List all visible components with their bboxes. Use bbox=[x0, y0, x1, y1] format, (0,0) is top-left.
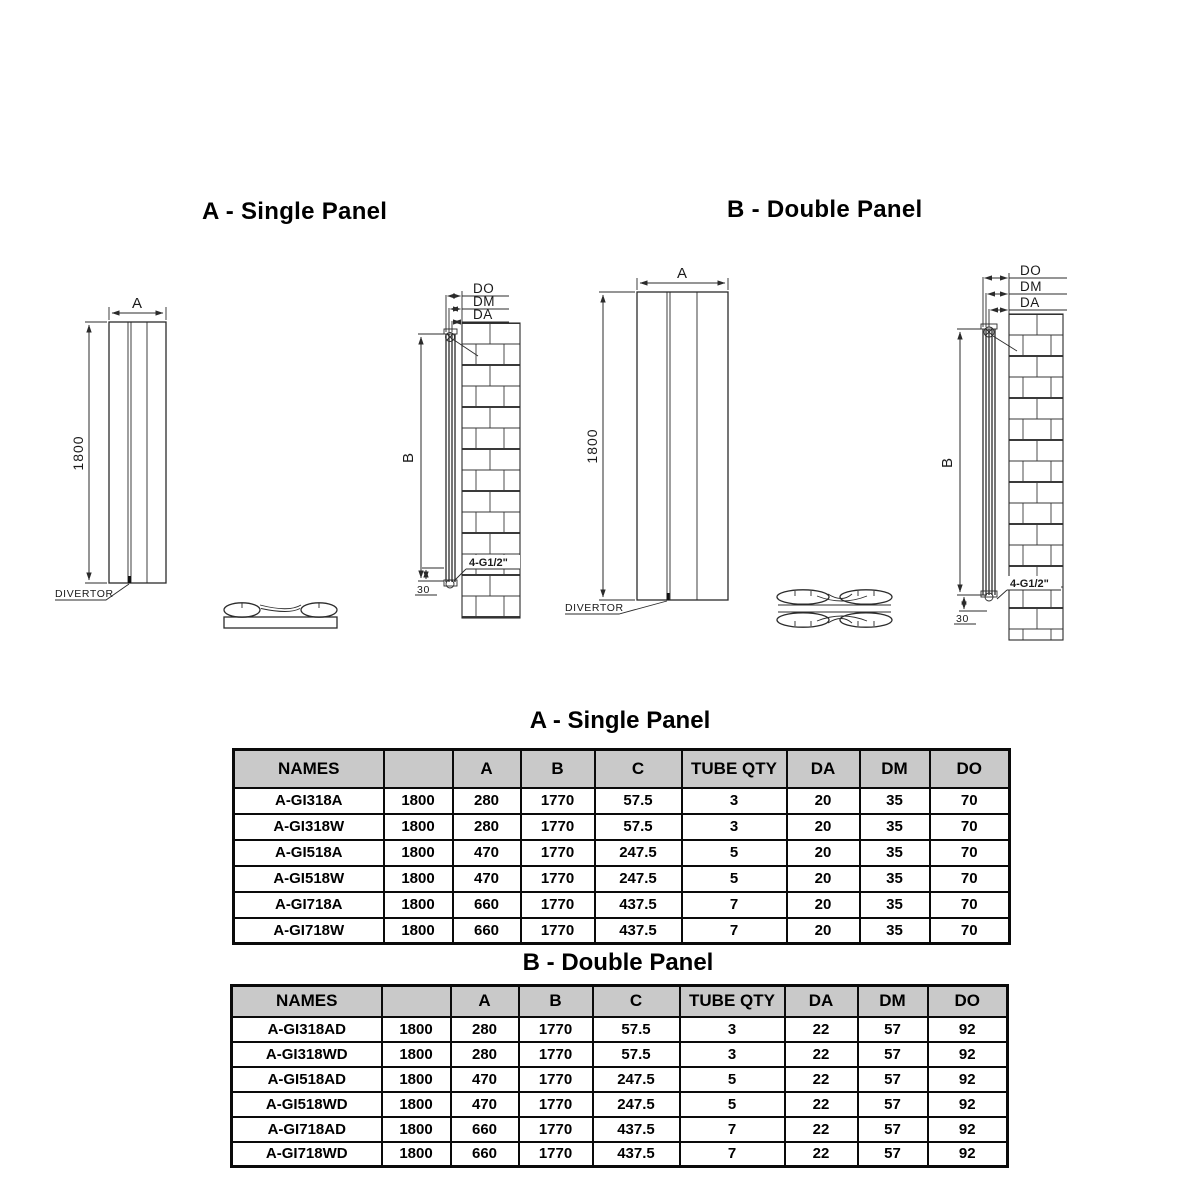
section-title-single-panel: A - Single Panel bbox=[202, 198, 388, 225]
table-header-row bbox=[232, 986, 1008, 1017]
value-cell: 70 bbox=[930, 788, 1010, 814]
width-dim-label: A bbox=[131, 295, 143, 312]
model-name-cell: A-GI518WD bbox=[232, 1092, 382, 1117]
value-cell: 22 bbox=[785, 1017, 858, 1042]
table-row bbox=[232, 1042, 1008, 1067]
double-panel-side-view bbox=[939, 263, 1067, 640]
column-header: NAMES bbox=[232, 986, 382, 1017]
model-name-cell: A-GI318A bbox=[234, 788, 384, 814]
value-cell: 22 bbox=[785, 1142, 858, 1167]
value-cell: 5 bbox=[680, 1092, 785, 1117]
value-cell: 660 bbox=[453, 918, 521, 944]
value-cell: 1800 bbox=[384, 840, 453, 866]
column-header: C bbox=[593, 986, 680, 1017]
wall-section bbox=[462, 323, 520, 618]
double-panel-drawing bbox=[555, 245, 1100, 665]
value-cell: 437.5 bbox=[595, 918, 682, 944]
value-cell: 1770 bbox=[519, 1042, 593, 1067]
bottom-offset-label: 30 bbox=[956, 613, 969, 625]
model-name-cell: A-GI518A bbox=[234, 840, 384, 866]
value-cell: 1770 bbox=[519, 1092, 593, 1117]
value-cell: 35 bbox=[860, 814, 930, 840]
column-header: TUBE QTY bbox=[680, 986, 785, 1017]
value-cell: 57.5 bbox=[595, 788, 682, 814]
width-dim-label: A bbox=[676, 265, 688, 282]
axis-depth-label: DA bbox=[1020, 295, 1040, 310]
value-cell: 35 bbox=[860, 840, 930, 866]
column-header: A bbox=[453, 750, 521, 788]
value-cell: 1770 bbox=[521, 866, 595, 892]
value-cell: 70 bbox=[930, 892, 1010, 918]
value-cell: 247.5 bbox=[593, 1067, 680, 1092]
value-cell: 3 bbox=[682, 814, 787, 840]
value-cell: 1800 bbox=[384, 788, 453, 814]
value-cell: 70 bbox=[930, 840, 1010, 866]
value-cell: 470 bbox=[451, 1067, 519, 1092]
value-cell: 20 bbox=[787, 918, 860, 944]
value-cell: 1770 bbox=[521, 840, 595, 866]
single-panel-front-view bbox=[55, 295, 166, 600]
value-cell: 70 bbox=[930, 866, 1010, 892]
axis-depth-label: DA bbox=[473, 307, 493, 322]
column-header: B bbox=[519, 986, 593, 1017]
column-header: DM bbox=[858, 986, 928, 1017]
value-cell: 35 bbox=[860, 866, 930, 892]
height-dim-label: 1800 bbox=[70, 435, 86, 471]
column-header: DO bbox=[930, 750, 1010, 788]
table-row bbox=[232, 1142, 1008, 1167]
value-cell: 1770 bbox=[521, 814, 595, 840]
value-cell: 660 bbox=[451, 1142, 519, 1167]
model-name-cell: A-GI518AD bbox=[232, 1067, 382, 1092]
table-row bbox=[234, 788, 1010, 814]
single-panel-cross-section bbox=[224, 603, 337, 628]
table-row bbox=[234, 840, 1010, 866]
middle-depth-label: DM bbox=[1020, 279, 1042, 294]
value-cell: 437.5 bbox=[593, 1117, 680, 1142]
value-cell: 7 bbox=[682, 918, 787, 944]
model-name-cell: A-GI318W bbox=[234, 814, 384, 840]
column-header: C bbox=[595, 750, 682, 788]
value-cell: 280 bbox=[453, 814, 521, 840]
value-cell: 437.5 bbox=[593, 1142, 680, 1167]
value-cell: 1800 bbox=[382, 1067, 451, 1092]
wall-section bbox=[1009, 314, 1063, 640]
model-name-cell: A-GI718WD bbox=[232, 1142, 382, 1167]
depth-dim-label: B bbox=[939, 457, 956, 469]
value-cell: 1800 bbox=[382, 1092, 451, 1117]
section-title-double-panel: B - Double Panel bbox=[727, 196, 923, 223]
value-cell: 470 bbox=[453, 866, 521, 892]
value-cell: 1770 bbox=[521, 918, 595, 944]
model-name-cell: A-GI318AD bbox=[232, 1017, 382, 1042]
outer-depth-label: DO bbox=[473, 281, 495, 296]
value-cell: 1770 bbox=[519, 1017, 593, 1042]
value-cell: 660 bbox=[451, 1117, 519, 1142]
single-panel-drawing bbox=[40, 250, 540, 670]
divertor-label: DIVERTOR bbox=[565, 602, 624, 614]
table-body bbox=[234, 788, 1010, 944]
value-cell: 1770 bbox=[521, 892, 595, 918]
height-dim-label: 1800 bbox=[584, 428, 600, 464]
thread-size-label: 4-G1/2" bbox=[1010, 578, 1049, 590]
model-name-cell: A-GI718A bbox=[234, 892, 384, 918]
value-cell: 57 bbox=[858, 1042, 928, 1067]
value-cell: 7 bbox=[680, 1142, 785, 1167]
divertor-label: DIVERTOR bbox=[55, 588, 114, 600]
value-cell: 3 bbox=[682, 788, 787, 814]
value-cell: 20 bbox=[787, 814, 860, 840]
value-cell: 22 bbox=[785, 1042, 858, 1067]
value-cell: 57.5 bbox=[593, 1017, 680, 1042]
table-row bbox=[232, 1067, 1008, 1092]
value-cell: 247.5 bbox=[593, 1092, 680, 1117]
column-header: DA bbox=[785, 986, 858, 1017]
value-cell: 57 bbox=[858, 1117, 928, 1142]
bottom-offset-label: 30 bbox=[417, 584, 430, 596]
value-cell: 57.5 bbox=[595, 814, 682, 840]
column-header: NAMES bbox=[234, 750, 384, 788]
value-cell: 5 bbox=[682, 840, 787, 866]
value-cell: 1770 bbox=[519, 1142, 593, 1167]
column-header: B bbox=[521, 750, 595, 788]
table-title-double-panel: B - Double Panel bbox=[522, 949, 714, 976]
table-title-single-panel: A - Single Panel bbox=[529, 707, 711, 734]
value-cell: 57.5 bbox=[593, 1042, 680, 1067]
value-cell: 5 bbox=[682, 866, 787, 892]
value-cell: 57 bbox=[858, 1092, 928, 1117]
value-cell: 1770 bbox=[519, 1067, 593, 1092]
column-header: TUBE QTY bbox=[682, 750, 787, 788]
value-cell: 470 bbox=[451, 1092, 519, 1117]
value-cell: 660 bbox=[453, 892, 521, 918]
value-cell: 92 bbox=[928, 1067, 1008, 1092]
value-cell: 20 bbox=[787, 892, 860, 918]
value-cell: 57 bbox=[858, 1017, 928, 1042]
double-panel-front-view bbox=[565, 265, 728, 614]
value-cell: 1800 bbox=[382, 1017, 451, 1042]
value-cell: 1770 bbox=[519, 1117, 593, 1142]
single-panel-table bbox=[232, 748, 1011, 945]
value-cell: 437.5 bbox=[595, 892, 682, 918]
value-cell: 1800 bbox=[384, 814, 453, 840]
column-header bbox=[382, 986, 451, 1017]
column-header bbox=[384, 750, 453, 788]
model-name-cell: A-GI318WD bbox=[232, 1042, 382, 1067]
value-cell: 35 bbox=[860, 892, 930, 918]
value-cell: 7 bbox=[682, 892, 787, 918]
value-cell: 92 bbox=[928, 1117, 1008, 1142]
value-cell: 35 bbox=[860, 918, 930, 944]
double-panel-cross-section bbox=[777, 590, 892, 627]
value-cell: 1800 bbox=[382, 1042, 451, 1067]
value-cell: 247.5 bbox=[595, 840, 682, 866]
column-header: DO bbox=[928, 986, 1008, 1017]
value-cell: 280 bbox=[451, 1017, 519, 1042]
middle-depth-label: DM bbox=[473, 294, 495, 309]
value-cell: 247.5 bbox=[595, 866, 682, 892]
value-cell: 20 bbox=[787, 840, 860, 866]
value-cell: 280 bbox=[451, 1042, 519, 1067]
value-cell: 92 bbox=[928, 1092, 1008, 1117]
column-header: DA bbox=[787, 750, 860, 788]
single-panel-side-view bbox=[400, 281, 520, 618]
value-cell: 35 bbox=[860, 788, 930, 814]
table-header-row bbox=[234, 750, 1010, 788]
value-cell: 470 bbox=[453, 840, 521, 866]
value-cell: 57 bbox=[858, 1067, 928, 1092]
value-cell: 3 bbox=[680, 1042, 785, 1067]
value-cell: 5 bbox=[680, 1067, 785, 1092]
table-row bbox=[234, 866, 1010, 892]
value-cell: 280 bbox=[453, 788, 521, 814]
value-cell: 1770 bbox=[521, 788, 595, 814]
value-cell: 20 bbox=[787, 866, 860, 892]
table-row bbox=[234, 814, 1010, 840]
value-cell: 92 bbox=[928, 1142, 1008, 1167]
value-cell: 22 bbox=[785, 1092, 858, 1117]
value-cell: 22 bbox=[785, 1067, 858, 1092]
value-cell: 1800 bbox=[384, 918, 453, 944]
value-cell: 1800 bbox=[384, 866, 453, 892]
column-header: DM bbox=[860, 750, 930, 788]
value-cell: 1800 bbox=[384, 892, 453, 918]
value-cell: 70 bbox=[930, 918, 1010, 944]
model-name-cell: A-GI718AD bbox=[232, 1117, 382, 1142]
table-row bbox=[234, 892, 1010, 918]
table-row bbox=[232, 1017, 1008, 1042]
value-cell: 1800 bbox=[382, 1117, 451, 1142]
table-row bbox=[234, 918, 1010, 944]
column-header: A bbox=[451, 986, 519, 1017]
double-panel-table bbox=[230, 984, 1009, 1168]
outer-depth-label: DO bbox=[1020, 263, 1042, 278]
model-name-cell: A-GI518W bbox=[234, 866, 384, 892]
value-cell: 3 bbox=[680, 1017, 785, 1042]
value-cell: 22 bbox=[785, 1117, 858, 1142]
value-cell: 92 bbox=[928, 1017, 1008, 1042]
value-cell: 20 bbox=[787, 788, 860, 814]
thread-size-label: 4-G1/2" bbox=[469, 557, 508, 569]
value-cell: 70 bbox=[930, 814, 1010, 840]
table-body bbox=[232, 1017, 1008, 1167]
value-cell: 57 bbox=[858, 1142, 928, 1167]
depth-dim-label: B bbox=[400, 452, 417, 464]
table-row bbox=[232, 1092, 1008, 1117]
value-cell: 92 bbox=[928, 1042, 1008, 1067]
model-name-cell: A-GI718W bbox=[234, 918, 384, 944]
value-cell: 1800 bbox=[382, 1142, 451, 1167]
value-cell: 7 bbox=[680, 1117, 785, 1142]
table-row bbox=[232, 1117, 1008, 1142]
